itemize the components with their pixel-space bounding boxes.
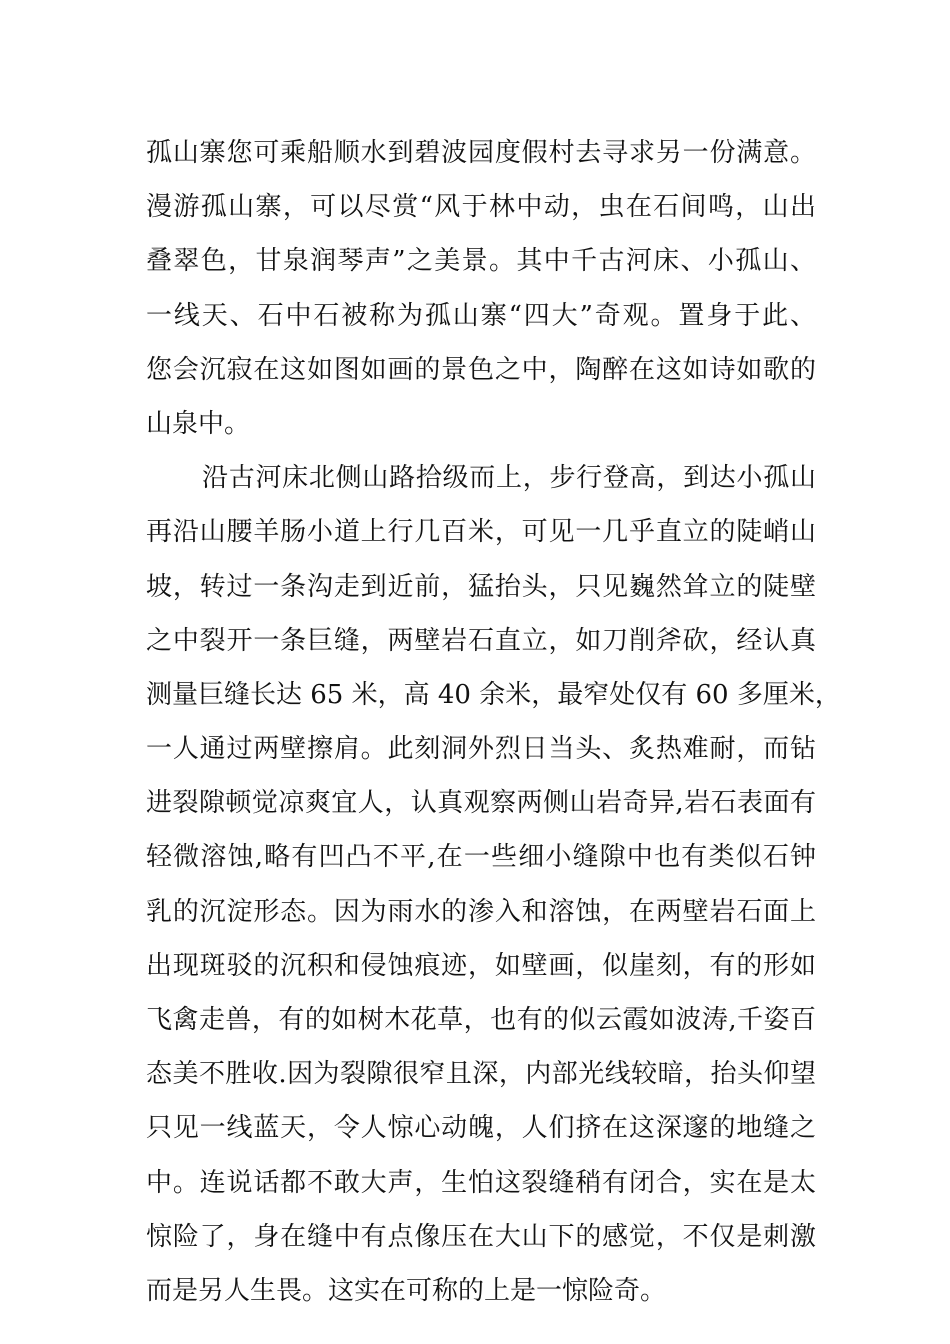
paragraph-line: 一人通过两壁擦肩。此刻洞外烈日当头、炙热难耐，而钻 (146, 734, 816, 765)
paragraph-line: 只见一线蓝天，令人惊心动魄，人们挤在这深邃的地缝之 (146, 1113, 816, 1144)
paragraph-line: 惊险了，身在缝中有点像压在大山下的感觉，不仅是刺激 (146, 1221, 816, 1252)
paragraph-line: 孤山寨您可乘船顺水到碧波园度假村去寻求另一份满意。 (146, 138, 816, 168)
paragraph-line: 出现斑驳的沉积和侵蚀痕迹，如壁画，似崖刻，有的形如 (146, 950, 816, 981)
paragraph-line: 一线天、石中石被称为孤山寨“四大”奇观。置身于此、 (146, 300, 816, 331)
paragraph-line: 中。连说话都不敢大声，生怕这裂缝稍有闭合，实在是太 (146, 1167, 816, 1198)
paragraph-line: 态美不胜收.因为裂隙很窄且深，内部光线较暗，抬头仰望 (146, 1059, 816, 1090)
paragraph-line: 沿古河床北侧山路拾级而上，步行登高，到达小孤山 (202, 463, 816, 494)
paragraph-line: 飞禽走兽，有的如树木花草，也有的似云霞如波涛,千姿百 (146, 1005, 816, 1035)
paragraph-line: 进裂隙顿觉凉爽宜人，认真观察两侧山岩奇异,岩石表面有 (146, 788, 816, 819)
paragraph-line: 叠翠色，甘泉润琴声”之美景。其中千古河床、小孤山、 (146, 246, 816, 277)
paragraph-line: 坡，转过一条沟走到近前，猛抬头，只见巍然耸立的陡壁 (146, 571, 816, 602)
paragraph-line: 而是另人生畏。这实在可称的上是一惊险奇。 (146, 1275, 667, 1306)
paragraph-line: 轻微溶蚀,略有凹凸不平,在一些细小缝隙中也有类似石钟 (146, 842, 816, 873)
paragraph-1 (146, 126, 816, 451)
paragraph-line: 之中裂开一条巨缝，两壁岩石直立，如刀削斧砍，经认真 (146, 625, 816, 656)
paragraph-line: 乳的沉淀形态。因为雨水的渗入和溶蚀，在两壁岩石面上 (146, 896, 816, 927)
paragraph-line: 漫游孤山寨，可以尽赏“风于林中动，虫在石间鸣，山出 (146, 192, 816, 223)
paragraph-line: 测量巨缝长达 65 米，高 40 余米，最窄处仅有 60 多厘米， (146, 679, 841, 710)
paragraph-line: 再沿山腰羊肠小道上行几百米，可见一几乎直立的陡峭山 (146, 517, 816, 548)
paragraph-2 (146, 451, 841, 1318)
document-body (146, 126, 841, 1318)
paragraph-line: 您会沉寂在这如图如画的景色之中，陶醉在这如诗如歌的 (146, 354, 816, 385)
paragraph-line: 山泉中。 (146, 408, 251, 439)
